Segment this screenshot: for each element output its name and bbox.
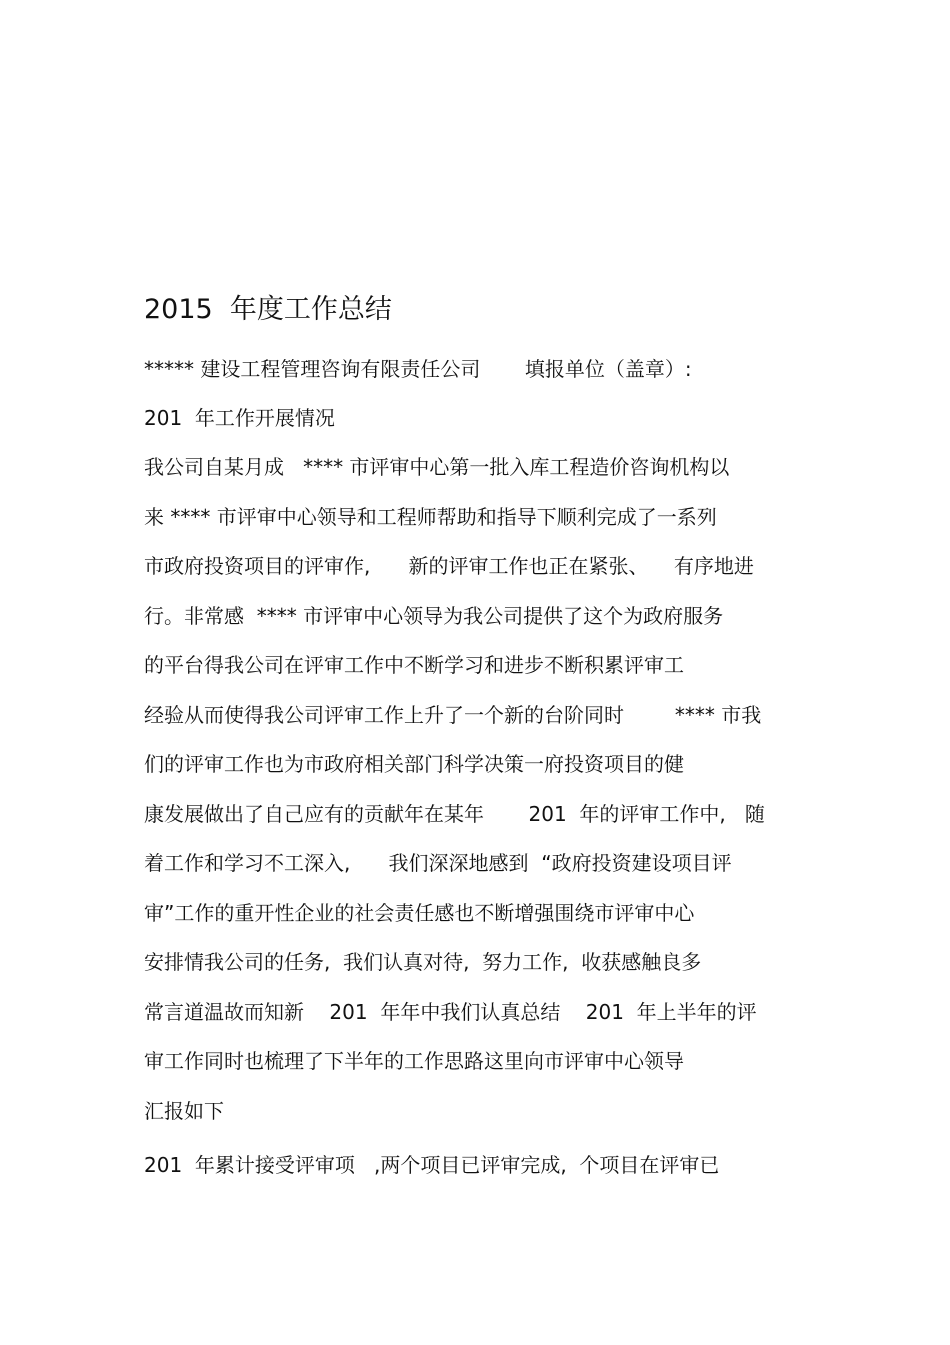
- body-line: 常言道温故而知新 201 年年中我们认真总结 201 年上半年的评: [144, 1000, 757, 1024]
- body-line: 审工作同时也梳理了下半年的工作思路这里向市评审中心领导: [144, 1049, 684, 1073]
- body-line: 201 年累计接受评审项 ,两个项目已评审完成, 个项目在评审已: [144, 1153, 720, 1177]
- body-line: 康发展做出了自己应有的贡献年在某年 201 年的评审工作中, 随: [144, 802, 765, 826]
- body-line: 审”工作的重开性企业的社会责任感也不断增强围绕市评审中心: [144, 901, 695, 925]
- body-line: 市政府投资项目的评审作, 新的评审工作也正在紧张、 有序地进: [144, 554, 754, 578]
- body-line: 我公司自某月成 **** 市评审中心第一批入库工程造价咨询机构以: [144, 455, 730, 479]
- body-line: 的平台得我公司在评审工作中不断学习和进步不断积累评审工: [144, 653, 684, 677]
- body-line: 汇报如下: [144, 1099, 224, 1123]
- body-line: 们的评审工作也为市政府相关部门科学决策一府投资项目的健: [144, 752, 684, 776]
- document-title: 2015 年度工作总结: [144, 294, 392, 325]
- body-line: 安排情我公司的任务, 我们认真对待, 努力工作, 收获感触良多: [144, 950, 702, 974]
- body-line: 着工作和学习不工深入, 我们深深地感到 “政府投资建设项目评: [144, 851, 732, 875]
- company-header-line: ***** 建设工程管理咨询有限责任公司 填报单位（盖章）:: [144, 357, 692, 381]
- body-line: 经验从而使得我公司评审工作上升了一个新的台阶同时 **** 市我: [144, 703, 762, 727]
- body-line: 来 **** 市评审中心领导和工程师帮助和指导下顺利完成了一系列: [144, 505, 717, 529]
- section-heading: 201 年工作开展情况: [144, 406, 335, 430]
- body-line: 行。非常感 **** 市评审中心领导为我公司提供了这个为政府服务: [144, 604, 724, 628]
